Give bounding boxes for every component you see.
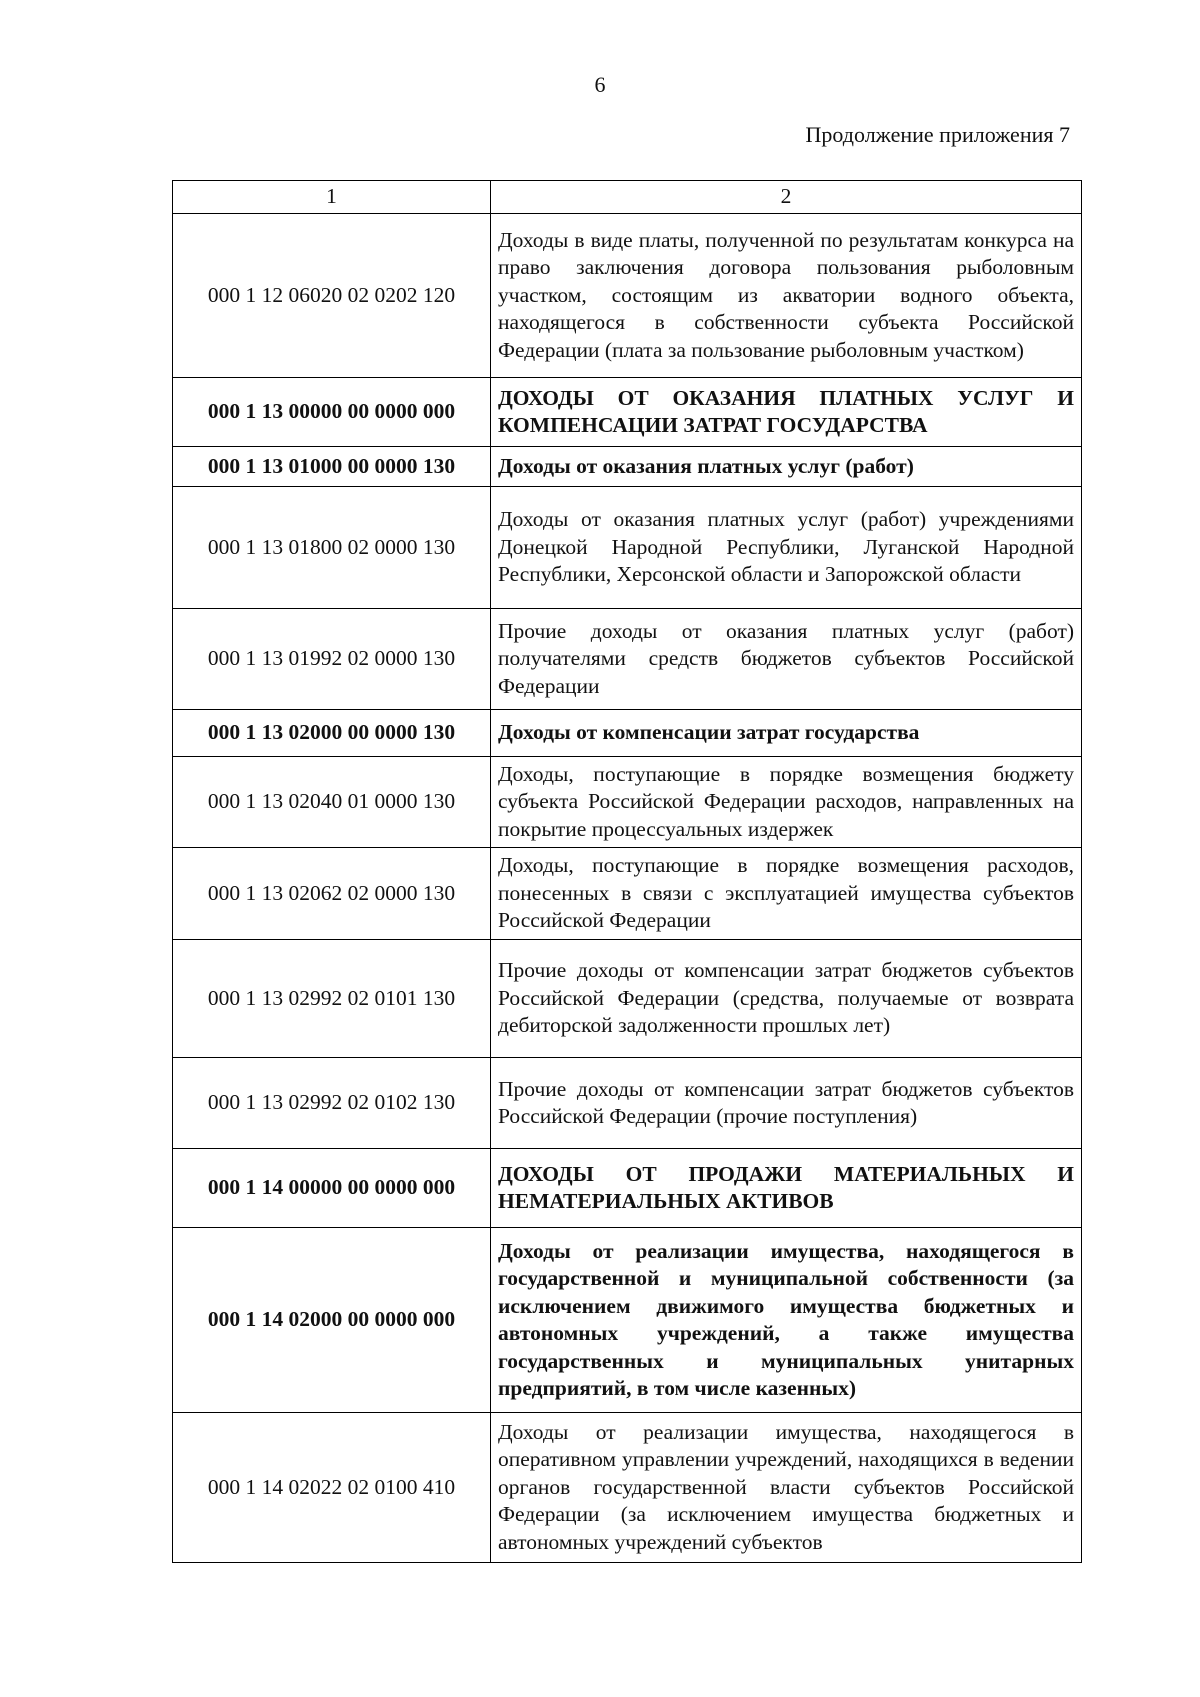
group-heading: Доходы от оказания платных услуг (работ) xyxy=(491,447,1082,487)
budget-code: 000 1 13 02992 02 0101 130 xyxy=(173,940,491,1058)
budget-code: 000 1 13 01800 02 0000 130 xyxy=(173,487,491,609)
income-description: Доходы в виде платы, полученной по результатам конкурса на право заключения договора пользования рыболовным участком, состоящим из акватории водного объекта, находящегося в собственности субъекта Российской Федерации (плата за пользование рыболовным участком) xyxy=(491,214,1082,378)
table-row-section xyxy=(173,378,1082,447)
table-row xyxy=(173,940,1082,1058)
appendix-note: Продолжение приложения 7 xyxy=(805,122,1070,147)
budget-code: 000 1 13 01000 00 0000 130 xyxy=(173,447,491,487)
budget-code: 000 1 14 02022 02 0100 410 xyxy=(173,1413,491,1563)
group-heading: Доходы от компенсации затрат государства xyxy=(491,710,1082,757)
section-heading: ДОХОДЫ ОТ ОКАЗАНИЯ ПЛАТНЫХ УСЛУГ И КОМПЕНСАЦИИ ЗАТРАТ ГОСУДАРСТВА xyxy=(491,378,1082,447)
page-number: 6 xyxy=(594,72,606,97)
table-row xyxy=(173,487,1082,609)
table-row xyxy=(173,848,1082,940)
table-row xyxy=(173,1058,1082,1149)
income-description: Прочие доходы от компенсации затрат бюджетов субъектов Российской Федерации (прочие поступления) xyxy=(491,1058,1082,1149)
group-heading: Доходы от реализации имущества, находящегося в государственной и муниципальной собственности (за исключением движимого имущества бюджетных и автономных учреждений, а также имущества государственных и муниципальных унитарных предприятий, в том числе казенных) xyxy=(491,1228,1082,1413)
section-heading: ДОХОДЫ ОТ ПРОДАЖИ МАТЕРИАЛЬНЫХ И НЕМАТЕРИАЛЬНЫХ АКТИВОВ xyxy=(491,1149,1082,1228)
budget-code: 000 1 12 06020 02 0202 120 xyxy=(173,214,491,378)
column-header-2: 2 xyxy=(491,181,1082,214)
budget-code: 000 1 13 00000 00 0000 000 xyxy=(173,378,491,447)
table-row-group xyxy=(173,1228,1082,1413)
income-description: Доходы, поступающие в порядке возмещения бюджету субъекта Российской Федерации расходов, направленных на покрытие процессуальных издержек xyxy=(491,757,1082,848)
budget-code: 000 1 13 01992 02 0000 130 xyxy=(173,609,491,710)
table-row-group xyxy=(173,710,1082,757)
budget-code: 000 1 13 02992 02 0102 130 xyxy=(173,1058,491,1149)
table-row xyxy=(173,214,1082,378)
table-row xyxy=(173,757,1082,848)
income-description: Доходы от реализации имущества, находящегося в оперативном управлении учреждений, находящихся в ведении органов государственной власти субъектов Российской Федерации (за исключением имущества бюджетных и автономных учреждений субъектов xyxy=(491,1413,1082,1563)
table-row-group xyxy=(173,447,1082,487)
table-row xyxy=(173,609,1082,710)
budget-code: 000 1 14 00000 00 0000 000 xyxy=(173,1149,491,1228)
income-description: Прочие доходы от оказания платных услуг (работ) получателями средств бюджетов субъектов Российской Федерации xyxy=(491,609,1082,710)
table-header-row xyxy=(173,181,1082,214)
budget-code: 000 1 13 02062 02 0000 130 xyxy=(173,848,491,940)
income-description: Прочие доходы от компенсации затрат бюджетов субъектов Российской Федерации (средства, получаемые от возврата дебиторской задолженности прошлых лет) xyxy=(491,940,1082,1058)
income-description: Доходы от оказания платных услуг (работ) учреждениями Донецкой Народной Республики, Луганской Народной Республики, Херсонской области и Запорожской области xyxy=(491,487,1082,609)
budget-code: 000 1 13 02000 00 0000 130 xyxy=(173,710,491,757)
table-row xyxy=(173,1413,1082,1563)
budget-code: 000 1 14 02000 00 0000 000 xyxy=(173,1228,491,1413)
table-row-section xyxy=(173,1149,1082,1228)
revenue-codes-table xyxy=(172,180,1082,1563)
budget-code: 000 1 13 02040 01 0000 130 xyxy=(173,757,491,848)
column-header-1: 1 xyxy=(173,181,491,214)
income-description: Доходы, поступающие в порядке возмещения расходов, понесенных в связи с эксплуатацией имущества субъектов Российской Федерации xyxy=(491,848,1082,940)
